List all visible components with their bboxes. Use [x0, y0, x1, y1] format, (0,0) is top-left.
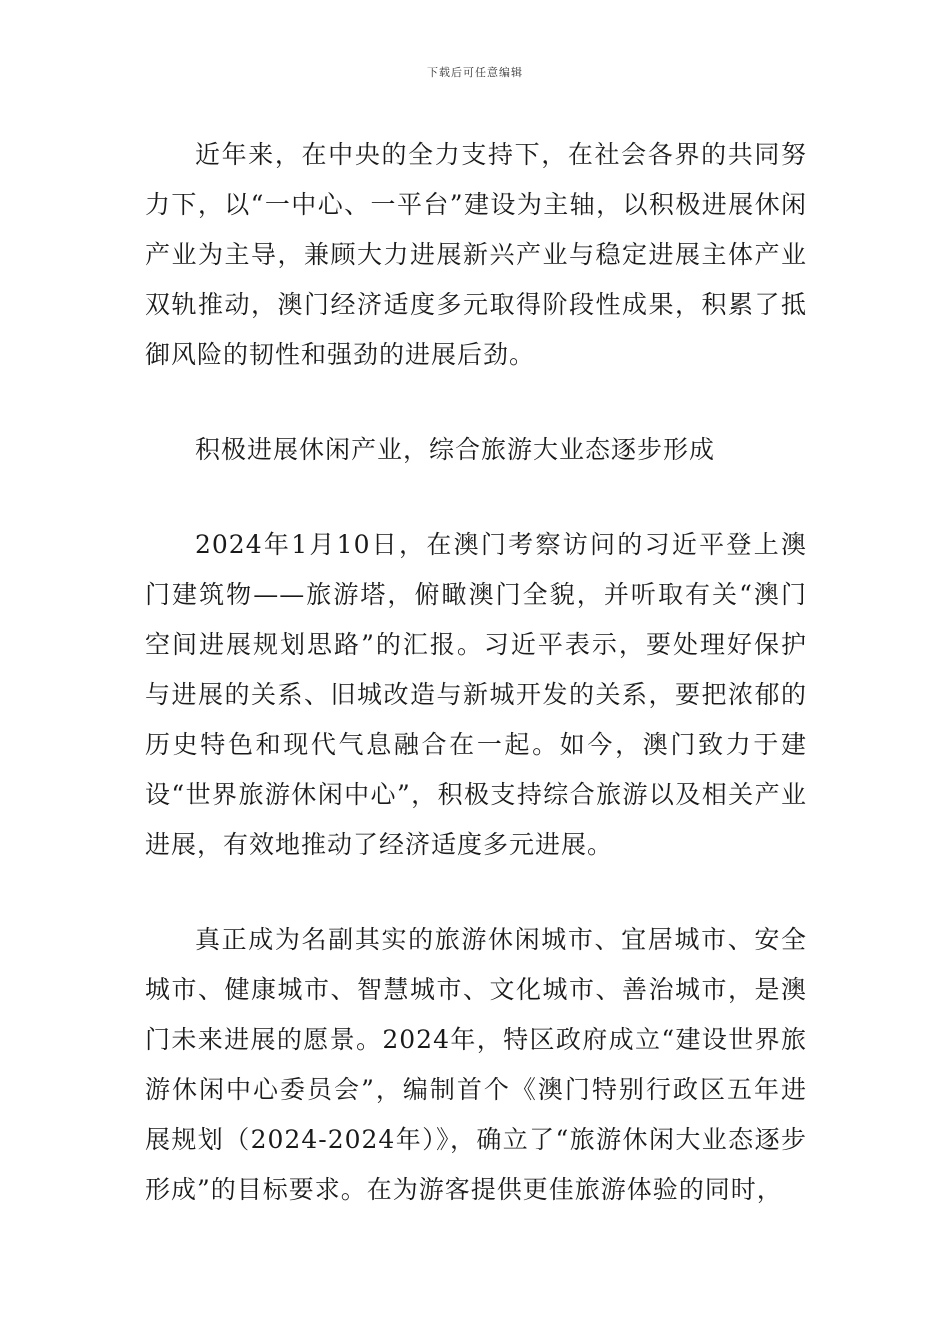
paragraph-tourism-tower: 2024年1月10日，在澳门考察访问的习近平登上澳门建筑物——旅游塔，俯瞰澳门全貌，并听取有关“澳门空间进展规划思路”的汇报。习近平表示，要处理好保护与进展的关系、旧城改造与新城开发的关系，要把浓郁的历史特色和现代气息融合在一起。如今，澳门致力于建设“世界旅游休闲中心”，积极支持综合旅游以及相关产业进展，有效地推动了经济适度多元进展。	[145, 530, 807, 859]
paragraph-vision: 真正成为名副其实的旅游休闲城市、宜居城市、安全城市、健康城市、智慧城市、文化城市、善治城市，是澳门未来进展的愿景。2024年，特区政府成立“建设世界旅游休闲中心委员会”，编制首个《澳门特别行政区五年进展规划（2024-2024年）》，确立了“旅游休闲大业态逐步形成”的目标要求。在为游客提供更佳旅游体验的同时，	[145, 925, 807, 1204]
paragraph-intro: 近年来，在中央的全力支持下，在社会各界的共同努力下，以“一中心、一平台”建设为主轴，以积极进展休闲产业为主导，兼顾大力进展新兴产业与稳定进展主体产业双轨推动，澳门经济适度多元取得阶段性成果，积累了抵御风险的韧性和强劲的进展后劲。	[145, 140, 807, 369]
section-heading: 积极进展休闲产业，综合旅游大业态逐步形成	[195, 435, 716, 464]
page-header-note: 下载后可任意编辑	[427, 66, 523, 79]
document-body	[145, 130, 807, 1215]
